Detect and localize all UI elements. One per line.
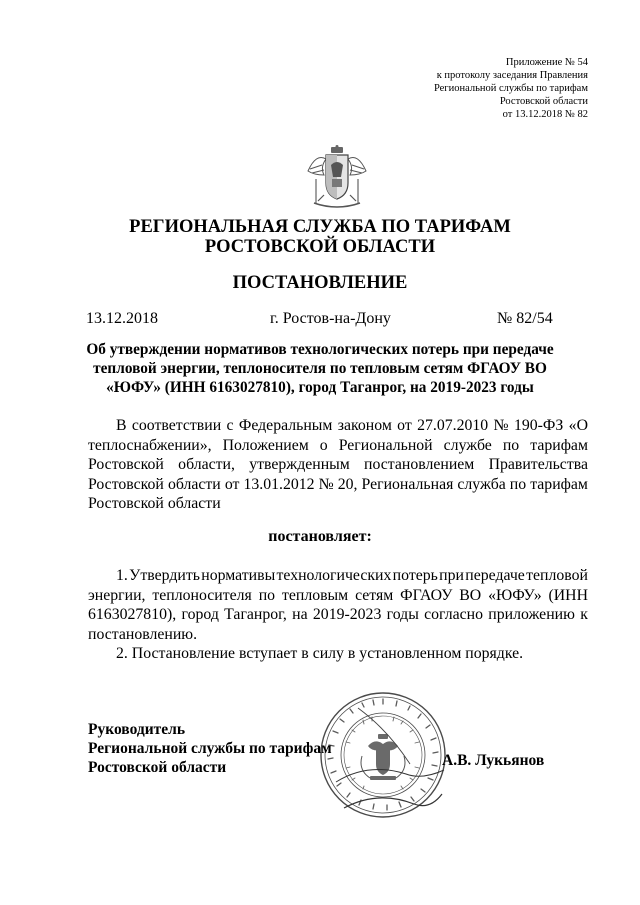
appendix-note xyxy=(368,56,588,121)
document-date: 13.12.2018 xyxy=(86,310,158,327)
word: Федеральным xyxy=(238,417,333,434)
word: на xyxy=(292,606,308,623)
word: по xyxy=(509,475,527,493)
subject-line: «ЮФУ» (ИНН 6163027810), город Таганрог, на 2019-2023 годы xyxy=(106,379,534,396)
document-subject xyxy=(0,340,640,397)
word: ВО xyxy=(459,586,482,604)
word: 27.07.2010 xyxy=(417,417,489,434)
org-title-line1: РЕГИОНАЛЬНАЯ СЛУЖБА ПО ТАРИФАМ xyxy=(129,217,511,237)
resolution-items xyxy=(88,566,588,664)
appendix-line: Приложение № 54 xyxy=(505,57,588,68)
word: № xyxy=(318,475,334,493)
word: «ЮФУ» xyxy=(488,586,542,604)
word: соответствии xyxy=(131,417,222,434)
word: нормативы xyxy=(201,567,276,584)
appendix-line: к протоколу заседания Правления xyxy=(436,70,588,81)
word: служба xyxy=(457,475,506,493)
preamble-line xyxy=(88,455,588,475)
word: по xyxy=(258,586,276,604)
appendix-line: Региональной службы по тарифам xyxy=(433,83,588,94)
word: Ростовской xyxy=(88,475,164,493)
word: согласно xyxy=(424,606,483,623)
word: к xyxy=(580,606,588,623)
item1-line xyxy=(88,566,588,586)
coat-of-arms-icon xyxy=(304,145,370,209)
word: от xyxy=(224,475,240,493)
word: потерь xyxy=(392,567,438,584)
appendix-line: от 13.12.2018 № 82 xyxy=(502,109,588,120)
word: области, xyxy=(178,456,235,473)
word: энергии, xyxy=(88,586,146,604)
word: о xyxy=(319,436,328,454)
item1-line: постановлению. xyxy=(88,625,198,643)
word: Правительства xyxy=(488,456,588,473)
resolves-heading: постановляет: xyxy=(268,528,372,545)
word: теплоснабжении», xyxy=(88,436,212,454)
preamble-line xyxy=(88,436,588,456)
word: 2019-2023 xyxy=(312,606,382,623)
appendix-line: Ростовской области xyxy=(499,96,588,107)
word: Ростовской xyxy=(88,456,164,473)
word: (ИНН xyxy=(548,586,588,604)
word: приложению xyxy=(488,606,575,623)
preamble-paragraph xyxy=(88,416,588,514)
signatory-line: Руководитель xyxy=(88,721,186,738)
word: службе xyxy=(443,436,492,454)
word: Положением xyxy=(222,436,309,454)
word: Региональной xyxy=(338,436,433,454)
document-city: г. Ростов-на-Дону xyxy=(270,310,391,327)
word: теплоносителя xyxy=(152,586,252,604)
org-title-line2: РОСТОВСКОЙ ОБЛАСТИ xyxy=(204,237,436,257)
signatory-name: А.В. Лукьянов xyxy=(442,752,545,769)
word: при xyxy=(439,567,464,584)
word: «О xyxy=(568,417,588,434)
word: годы xyxy=(386,606,419,623)
word: 20, xyxy=(337,475,358,493)
word: Утвердить xyxy=(129,567,200,584)
word: № xyxy=(493,417,509,434)
word: тарифам xyxy=(530,475,588,493)
signatory-title xyxy=(88,720,332,777)
word: 13.01.2012 xyxy=(243,475,315,493)
word: постановлением xyxy=(364,456,475,473)
subject-line: Об утверждении нормативов технологических потерь при передаче xyxy=(86,341,554,358)
word: тепловой xyxy=(526,567,588,584)
word: по xyxy=(502,436,520,454)
word: тепловым xyxy=(281,586,349,604)
official-seal-icon xyxy=(318,690,448,820)
word: области xyxy=(167,475,221,493)
word: сетям xyxy=(355,586,394,604)
word: Таганрог, xyxy=(224,606,287,623)
word: утвержденным xyxy=(249,456,350,473)
word: законом xyxy=(337,417,392,434)
document-type: ПОСТАНОВЛЕНИЕ xyxy=(232,273,408,293)
preamble-line xyxy=(88,416,588,436)
word: город xyxy=(181,606,219,623)
subject-line: тепловой энергии, теплоносителя по тепловым сетям ФГАОУ ВО xyxy=(93,360,547,377)
word: Региональная xyxy=(361,475,454,493)
word: 1. xyxy=(116,567,128,584)
word: от xyxy=(397,417,412,434)
word: В xyxy=(116,417,127,434)
document-number: № 82/54 xyxy=(497,310,553,327)
word: тарифам xyxy=(530,436,588,454)
preamble-line: Ростовской области xyxy=(88,495,221,512)
preamble-line xyxy=(88,475,588,495)
item1-line xyxy=(88,586,588,606)
item1-line xyxy=(88,605,588,625)
signatory-line: Региональной службы по тарифам xyxy=(88,740,332,757)
signatory-line: Ростовской области xyxy=(88,759,227,776)
word: ФГАОУ xyxy=(400,586,453,604)
word: 6163027810), xyxy=(88,606,177,623)
item2-line: 2. Постановление вступает в силу в установленном порядке. xyxy=(116,645,524,662)
word: 190-ФЗ xyxy=(513,417,564,434)
word: технологических xyxy=(276,567,392,584)
word: передаче xyxy=(465,567,525,584)
word: с xyxy=(226,417,234,434)
